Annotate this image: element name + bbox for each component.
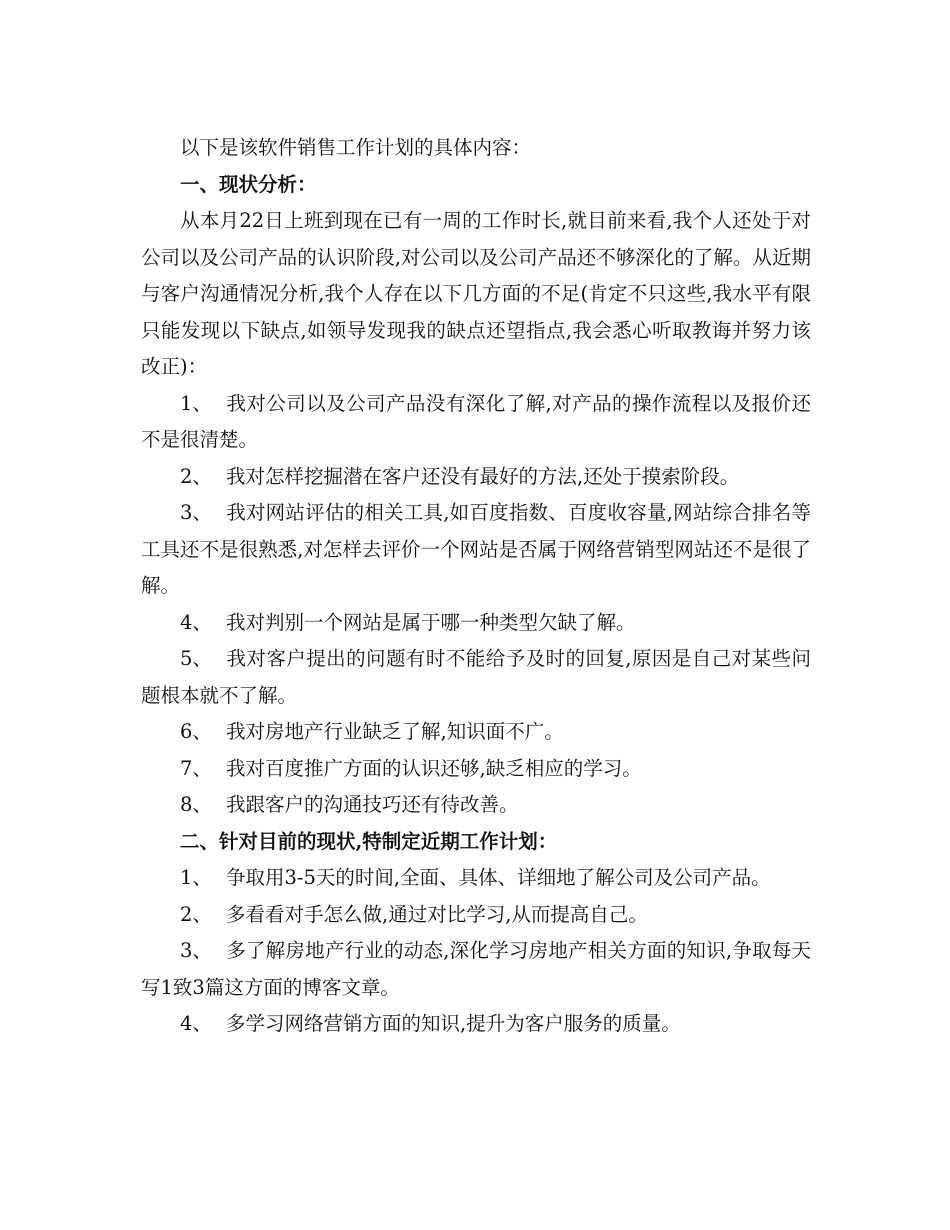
list-item-number: 1、: [180, 866, 212, 889]
list-item-text: 我对客户提出的问题有时不能给予及时的回复,原因是自己对某些问题根本就不了解。: [141, 647, 811, 707]
list-item-text: 争取用3-5天的时间,全面、具体、详细地了解公司及公司产品。: [226, 866, 771, 889]
list-item: [141, 386, 811, 459]
list-item-number: 8、: [180, 793, 212, 816]
intro-paragraph: 以下是该软件销售工作计划的具体内容：: [180, 136, 532, 159]
list-item: [141, 1006, 811, 1043]
list-item-text: 我对百度推广方面的认识还够,缺乏相应的学习。: [226, 756, 642, 780]
list-item-number: 4、: [180, 1012, 212, 1035]
list-item: [141, 495, 811, 605]
list-item: [141, 897, 811, 934]
list-item: [141, 605, 811, 642]
section-2-heading: 二、针对目前的现状,特制定近期工作计划：: [180, 829, 558, 853]
list-item: [141, 714, 811, 751]
list-item-text: 多了解房地产行业的动态,深化学习房地产相关方面的知识,争取每天写1致3篇这方面的博客文章。: [141, 939, 811, 999]
list-item-number: 6、: [180, 720, 212, 743]
list-item: [141, 787, 811, 824]
list-item-number: 1、: [180, 391, 212, 415]
list-item-number: 3、: [180, 939, 212, 962]
list-item-text: 我对房地产行业缺乏了解,知识面不广。: [226, 720, 564, 743]
list-item: [141, 933, 811, 1006]
list-item-text: 我对公司以及公司产品没有深化了解,对产品的操作流程以及报价还不是很清楚。: [141, 391, 811, 451]
list-item: [141, 641, 811, 714]
list-item-number: 4、: [180, 610, 212, 634]
document-body: [141, 130, 811, 1043]
list-item-text: 多学习网络营销方面的知识,提升为客户服务的质量。: [226, 1012, 681, 1035]
section-1-heading: 一、现状分析：: [180, 172, 317, 196]
section-1-paragraph: 从本月22日上班到现在已有一周的工作时长,就目前来看,我个人还处于对公司以及公司产品的认识阶段,对公司以及公司产品还不够深化的了解。从近期与客户沟通情况分析,我个人存在以下几方面的不足(肯定不只这些,我水平有限只能发现以下缺点,如领导发现我的缺点还望指点,我会悉心听取教诲并努力该改正)：: [141, 209, 811, 378]
list-item-number: 5、: [180, 647, 212, 670]
list-item-number: 3、: [180, 501, 212, 524]
list-item-number: 7、: [180, 756, 212, 780]
list-item-text: 我对网站评估的相关工具,如百度指数、百度收容量,网站综合排名等工具还不是很熟悉,对怎样去评价一个网站是否属于网络营销型网站还不是很了解。: [141, 501, 811, 597]
list-item: [141, 860, 811, 897]
list-item-number: 2、: [180, 902, 212, 926]
list-item-text: 我对怎样挖掘潜在客户还没有最好的方法,还处于摸索阶段。: [226, 464, 740, 488]
list-item-text: 我对判别一个网站是属于哪一种类型欠缺了解。: [226, 610, 636, 634]
list-item-text: 多看看对手怎么做,通过对比学习,从而提高自己。: [226, 902, 648, 926]
list-item: [141, 751, 811, 788]
list-item-number: 2、: [180, 464, 212, 488]
list-item: [141, 459, 811, 496]
list-item-text: 我跟客户的沟通技巧还有待改善。: [226, 793, 519, 816]
